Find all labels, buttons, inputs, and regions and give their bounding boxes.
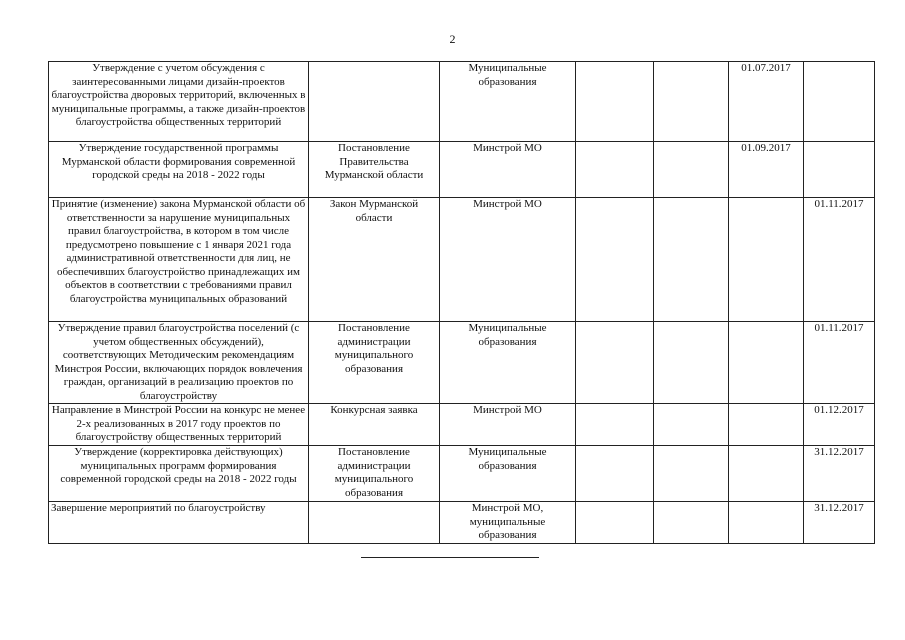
document-cell: Постановление Правительства Мурманской области [309, 142, 440, 198]
empty-cell [576, 142, 654, 198]
date-cell: 01.09.2017 [729, 142, 804, 198]
empty-cell [576, 404, 654, 446]
page-number: 2 [449, 32, 456, 46]
empty-cell [654, 446, 729, 502]
empty-cell [654, 62, 729, 142]
table-row [49, 404, 875, 446]
document-cell: Постановление администрации муниципального образования [309, 446, 440, 502]
empty-cell [576, 446, 654, 502]
empty-cell [654, 404, 729, 446]
date-cell: 01.07.2017 [729, 62, 804, 142]
date-cell: 31.12.2017 [804, 502, 875, 544]
date-cell: 31.12.2017 [804, 446, 875, 502]
empty-cell [654, 322, 729, 404]
date-cell [729, 198, 804, 322]
table-row [49, 198, 875, 322]
executor-cell: Муниципальные образования [440, 322, 576, 404]
document-cell [309, 502, 440, 544]
footer-divider [361, 557, 539, 558]
task-cell: Утверждение с учетом обсуждения с заинтересованными лицами дизайн-проектов благоустройства дворовых территорий, включенных в муниципальные программы, а также дизайн-проектов благоустройства общественных территорий [49, 62, 309, 142]
document-cell [309, 62, 440, 142]
empty-cell [576, 198, 654, 322]
document-cell: Закон Мурманской области [309, 198, 440, 322]
executor-cell: Минстрой МО [440, 404, 576, 446]
table-row [49, 502, 875, 544]
date-cell [729, 502, 804, 544]
table-row [49, 62, 875, 142]
executor-cell: Минстрой МО [440, 142, 576, 198]
date-cell: 01.11.2017 [804, 322, 875, 404]
date-cell [729, 404, 804, 446]
table-row [49, 322, 875, 404]
empty-cell [576, 502, 654, 544]
table-row [49, 446, 875, 502]
empty-cell [654, 142, 729, 198]
date-cell [804, 142, 875, 198]
date-cell [804, 62, 875, 142]
task-cell: Утверждение (корректировка действующих) муниципальных программ формирования современной городской среды на 2018 - 2022 годы [49, 446, 309, 502]
date-cell: 01.11.2017 [804, 198, 875, 322]
empty-cell [576, 62, 654, 142]
empty-cell [654, 198, 729, 322]
task-cell: Завершение мероприятий по благоустройству [49, 502, 309, 544]
date-cell [729, 322, 804, 404]
empty-cell [576, 322, 654, 404]
date-cell [729, 446, 804, 502]
task-cell: Принятие (изменение) закона Мурманской области об ответственности за нарушение муниципальных правил благоустройства, в котором в том числе предусмотрено повышение с 1 января 2021 года административной ответственности для лиц, не обеспечивших благоустройство принадлежащих им объектов в соответствии с требованиями правил благоустройства муниципальных образований [49, 198, 309, 322]
schedule-table [48, 61, 875, 544]
task-cell: Утверждение правил благоустройства поселений (с учетом общественных обсуждений), соответствующих Методическим рекомендациям Минстроя России, включающих порядок вовлечения граждан, организаций в реализацию проектов по благоустройству [49, 322, 309, 404]
date-cell: 01.12.2017 [804, 404, 875, 446]
executor-cell: Муниципальные образования [440, 62, 576, 142]
executor-cell: Минстрой МО [440, 198, 576, 322]
document-cell: Постановление администрации муниципального образования [309, 322, 440, 404]
document-cell: Конкурсная заявка [309, 404, 440, 446]
empty-cell [654, 502, 729, 544]
executor-cell: Муниципальные образования [440, 446, 576, 502]
task-cell: Направление в Минстрой России на конкурс не менее 2-х реализованных в 2017 году проектов по благоустройству общественных территорий [49, 404, 309, 446]
table-row [49, 142, 875, 198]
task-cell: Утверждение государственной программы Мурманской области формирования современной городской среды на 2018 - 2022 годы [49, 142, 309, 198]
executor-cell: Минстрой МО, муниципальные образования [440, 502, 576, 544]
